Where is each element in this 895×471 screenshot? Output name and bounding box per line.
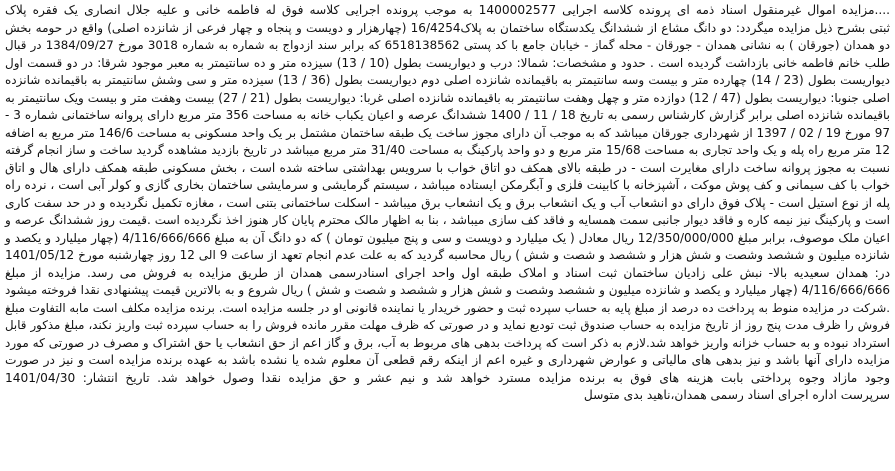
notice-line-4: طلب خانم فاطمه خانی بازداشت گردیده است . حدود و مشخصات: شمالا: درب و دیواریست بطول (10 / 13) سیزده متر و ده سانتیمتر به معبر موجود شرقا: در دو قسمت اول [5, 55, 891, 70]
notice-line-19: فروش را ظرف مدت پنج روز از تاریخ مزایده به حساب صندوق ثبت تودیع نماید و در صورتی که ظرف مهلت مقرر مانده فروش را به حساب سپرده ثبت واریز نکند، مبلغ مذکور قابل [5, 318, 890, 332]
notice-line-3: دو همدان (جورقان ) به نشانی همدان - جورقان - محله گماز - خیابان جامع با کد پستی 6518138562 که برابر سند ازدواج به شماره به شماره 3018 مورخ 1384/09/27 در قبال [5, 38, 890, 52]
notice-line-1: ....مزایده اموال غیرمنقول اسناد ذمه ای پرونده کلاسه اجرایی 1400002577 به موجب پرونده اجرایی کلاسه فوق له فاطمه خانی و علیه جلال انصاری یک فقره پلاک [5, 3, 891, 17]
notice-line-21: مزایده دارای آنها باشد و نیز بدهی های مالیاتی و عوارض شهرداری و غیره اعم از اینکه رقم قطعی آن معلوم شده یا نشده باشد به عهده برنده مزایده است و نیز در صورت [5, 353, 890, 367]
notice-line-18: .شرکت در مزایده منوط به پرداخت ده درصد از مبلغ پایه به حساب سپرده ثبت و حضور خریدار یا نماینده قانونی او در جلسه مزایده است. برنده مزایده مکلف است مابه التفاوت مبلغ [5, 300, 890, 315]
notice-line-6: اصلی جنوبا: دیواریست بطول (47 / 12) دوازده متر و چهل وهفت سانتیمتر به باقیمانده شانزده اصلی غربا: دیواریست بطول (21 / 27) بیست وهفت متر و بیست ویک سانتیمتر به [5, 90, 891, 105]
notice-line-10: نسبت به مجوز پروانه ساخت دارای مغایرت است - در طبقه بالای همکف دو اتاق خواب با سرویس بهداشتی ساخته شده است ، بخش مسکونی طبقه همکف دارای هال و اتاق [5, 160, 890, 175]
notice-line-2: ثبتی بشرح ذیل مزایده میگردد: دو دانگ مشاع از ششدانگ یکدستگاه ساختمان به پلاک16/4254 (چهارهزار و دویست و پنجاه و چهار فرعی از شانزده اصلی) واقع در حومه بخش [5, 20, 890, 35]
notice-line-17: 4/116/666/666 (چهار میلیارد و یکصد و شانزده میلیون و ششصد وشصت و شش هزار و ششصد و شصت و شش ) ریال شروع و به بالاترین قیمت پیشنهادی نقدا فروخته میشود [5, 283, 890, 297]
notice-line-12: پله از نوع استیل است - پلاک فوق دارای دو انشعاب آب و یک انشعاب برق و یک انشعاب برق میباشد - اسکلت ساختمانی بتنی است ، مغازه تکمیل نگردیده و در حد سفت کاری [5, 195, 890, 210]
notice-line-16: در: همدان سعیدیه بالا- نبش علی زادیان ساختمان ثبت اسناد و املاک طبقه اول واحد اجرای اسنادرسمی همدان از طریق مزایده به فروش می رسد. مزایده از مبلغ [5, 265, 890, 280]
notice-line-15: شانزده میلیون و ششصد وشصت و شش هزار و ششصد و شصت و شش ) ریال محاسبه گردید که به علت عدم انجام تعهد از ساعت 9 الی 12 روز چهارشنبه مورخ 1401/05/12 [5, 248, 890, 262]
notice-line-7: باقیمانده شانزده اصلی برابر گزارش کارشناس رسمی به تاریخ 18 / 11 / 1400 ششدانگ عرصه و اعیان یکباب خانه به مساحت 356 متر مربع دارای پروانه ساختمانی شماره 3 - [5, 108, 891, 122]
notice-line-14: اعیان ملک موصوف، برابر مبلغ 12/350/000/000 ریال معادل ( یک میلیارد و دویست و سی و پنج میلیون تومان ) که دو دانگ آن به مبلغ 4/116/666/666 (چهار میلیارد و یکصد و [5, 230, 890, 245]
notice-line-8: 97 مورخ 19 / 02 / 1397 از شهرداری جورقان میباشد که به موجب آن دارای مجوز ساخت یک طبقه ساختمان مشتمل بر یک واحد مسکونی به مساحت 146/6 متر مربع به اضافه [4, 125, 890, 140]
notice-line-5: دیواریست بطول (23 / 14) چهارده متر و بیست وسه سانتیمتر به باقیمانده شانزده اصلی دوم دیواریست بطول (36 / 13) سیزده متر و سی وشش سانتیمتر به باقیمانده شانزده [5, 73, 891, 87]
notice-line-11: خواب با کف سیمانی و کف پوش موکت ، آشپزخانه با کابینت فلزی و آبگرمکن ایستاده میباشد ، سیستم گرمایشی و سرمایشی ساختمان بخاری گازی و کولر آبی است ، نرده راه [5, 178, 890, 192]
notice-line-9: 12 متر مربع راه پله و یک واحد تجاری به مساحت 15/68 متر مربع و دو واحد پارکینگ به مساحت 31/40 متر مربع میباشد در تاریخ بازدید مشاهده گردید ساخت و ساز انجام گرفته [5, 143, 891, 157]
notice-line-22: وجود مازاد وجوه پرداختی بابت هزینه های فوق به برنده مزایده مسترد خواهد شد و نیم عشر و حق مزایده نقدا وصول خواهد شد. تاریخ انتشار: 1401/04/30 [5, 370, 890, 385]
notice-line-13: است و پارکینگ نیز نیمه کاره و فاقد دیوار جانبی سمت همسایه و فاقد کف سازی میباشد ، بنا به اظهار مالک محترم پایان کار هنوز اخذ نگردیده است .قیمت روز ششدانگ عرصه و [5, 213, 890, 227]
notice-signature: سرپرست اداره اجرای اسناد رسمی همدان،ناهید بدی متوسل [583, 388, 890, 402]
notice-line-20: استرداد نبوده و به حساب خزانه واریز خواهد شد.لازم به ذکر است که پرداخت بدهی های مربوط به آب، برق و گاز اعم از حق انشعاب یا حق اشتراک و مصرف در صورتی که مورد [5, 335, 890, 350]
